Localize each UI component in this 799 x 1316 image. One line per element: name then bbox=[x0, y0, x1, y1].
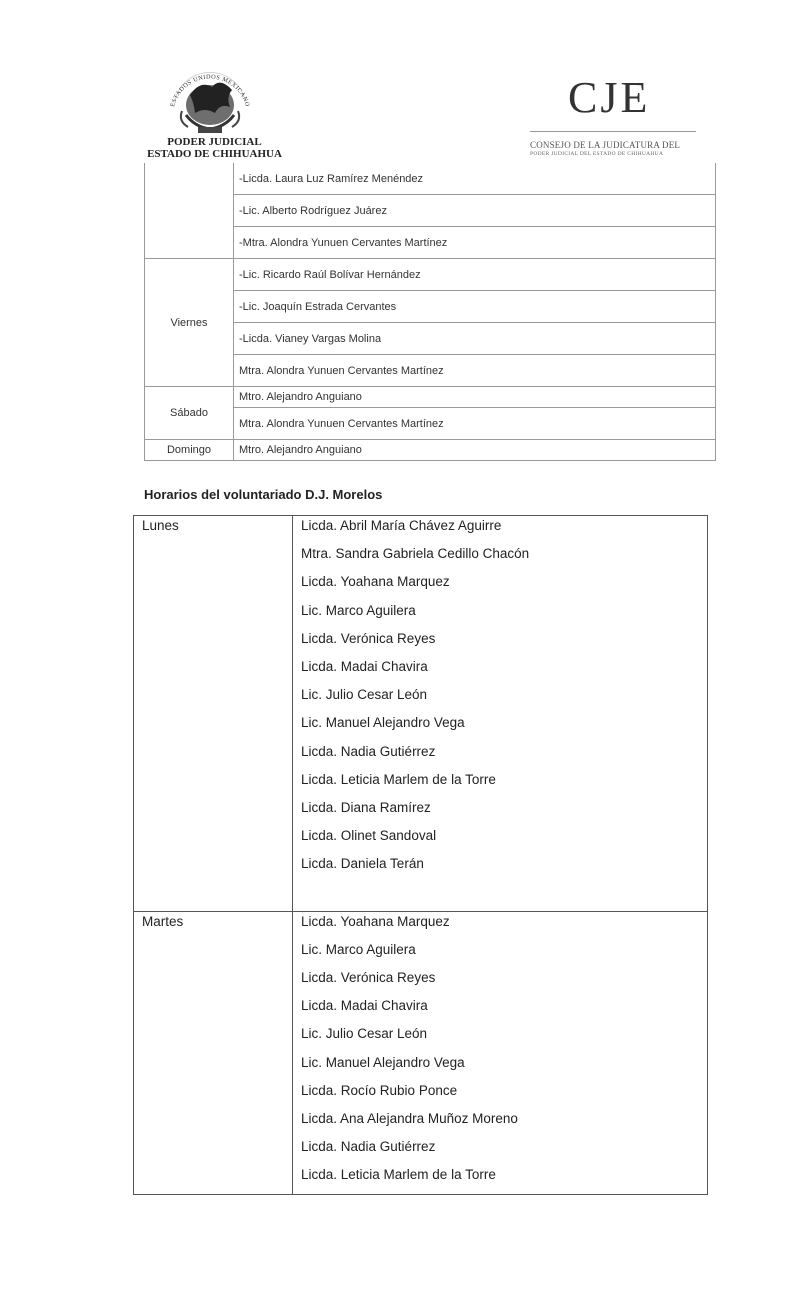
person-cell: -Lic. Alberto Rodríguez Juárez bbox=[234, 195, 716, 227]
names-cell-martes bbox=[293, 911, 708, 1194]
institution-name bbox=[142, 136, 287, 160]
logo-subtitle-small: PODER JUDICIAL DEL ESTADO DE CHIHUAHUA bbox=[530, 151, 664, 157]
day-cell-sabado: Sábado bbox=[145, 387, 234, 440]
list-item: Licda. Yoahana Marquez bbox=[301, 574, 450, 590]
list-item: Licda. Madai Chavira bbox=[301, 658, 428, 674]
table-row bbox=[145, 163, 716, 195]
table-row bbox=[134, 516, 708, 912]
list-item: Licda. Madai Chavira bbox=[301, 998, 428, 1014]
person-cell: Mtra. Alondra Yunuen Cervantes Martínez bbox=[234, 408, 716, 440]
coat-of-arms-logo bbox=[160, 55, 260, 145]
list-item: Lic. Marco Aguilera bbox=[301, 941, 416, 957]
names-cell-lunes bbox=[293, 516, 708, 912]
list-item: Lic. Julio Cesar León bbox=[301, 1026, 428, 1042]
list-item: Licda. Verónica Reyes bbox=[301, 970, 436, 985]
list-item: Lic. Julio Cesar León bbox=[301, 687, 428, 703]
list-item: Licda. Diana Ramírez bbox=[301, 799, 431, 815]
list-item: Licda. Abril María Chávez Aguirre bbox=[301, 518, 502, 533]
day-cell-lunes: Lunes bbox=[134, 516, 293, 912]
logo-subtitle: CONSEJO DE LA JUDICATURA DEL bbox=[530, 140, 681, 150]
day-cell-viernes: Viernes bbox=[145, 259, 234, 387]
list-item: Licda. Leticia Marlem de la Torre bbox=[301, 771, 496, 787]
person-cell: -Mtra. Alondra Yunuen Cervantes Martínez bbox=[234, 227, 716, 259]
cje-logo: CJE bbox=[568, 73, 651, 122]
list-item: Licda. Leticia Marlem de la Torre bbox=[301, 1167, 496, 1183]
table-row bbox=[145, 387, 716, 408]
person-cell: -Licda. Laura Luz Ramírez Menéndez bbox=[234, 163, 716, 195]
list-item: Licda. Yoahana Marquez bbox=[301, 913, 450, 929]
person-cell: Mtro. Alejandro Anguiano bbox=[234, 387, 716, 408]
section-title: Horarios del voluntariado D.J. Morelos bbox=[144, 487, 383, 502]
eagle-seal-icon bbox=[160, 55, 260, 145]
list-item: Licda. Ana Alejandra Muñoz Moreno bbox=[301, 1110, 518, 1126]
person-cell: -Lic. Joaquín Estrada Cervantes bbox=[234, 291, 716, 323]
list-item: Lic. Marco Aguilera bbox=[301, 602, 416, 618]
person-cell: Mtro. Alejandro Anguiano bbox=[234, 440, 716, 461]
list-item: Lic. Manuel Alejandro Vega bbox=[301, 1054, 465, 1070]
table-row bbox=[145, 440, 716, 461]
list-item: Licda. Daniela Terán bbox=[301, 856, 424, 872]
day-cell-martes: Martes bbox=[134, 911, 293, 1194]
seal-arc-text: ESTADOS UNIDOS MEXICANO bbox=[169, 73, 251, 108]
logo-divider bbox=[530, 131, 696, 132]
day-cell-empty bbox=[145, 163, 234, 259]
list-item: Licda. Nadia Gutiérrez bbox=[301, 743, 436, 759]
person-cell: -Lic. Ricardo Raúl Bolívar Hernández bbox=[234, 259, 716, 291]
list-item: Licda. Verónica Reyes bbox=[301, 630, 436, 646]
person-cell: Mtra. Alondra Yunuen Cervantes Martínez bbox=[234, 355, 716, 387]
list-item: Mtra. Sandra Gabriela Cedillo Chacón bbox=[301, 546, 530, 562]
volunteer-schedule-table bbox=[133, 515, 708, 1195]
list-item: Licda. Olinet Sandoval bbox=[301, 828, 437, 844]
list-item-empty bbox=[301, 882, 707, 910]
day-cell-domingo: Domingo bbox=[145, 440, 234, 461]
schedule-table-continued bbox=[144, 163, 716, 461]
list-item: Lic. Manuel Alejandro Vega bbox=[301, 715, 465, 731]
list-item: Licda. Rocío Rubio Ponce bbox=[301, 1082, 458, 1098]
institution-name-line1: PODER JUDICIAL bbox=[167, 136, 262, 148]
table-row bbox=[145, 259, 716, 291]
table-row bbox=[134, 911, 708, 1194]
institution-name-line2: ESTADO DE CHIHUAHUA bbox=[147, 148, 282, 160]
person-cell: -Licda. Vianey Vargas Molina bbox=[234, 323, 716, 355]
list-item: Licda. Nadia Gutiérrez bbox=[301, 1139, 436, 1155]
